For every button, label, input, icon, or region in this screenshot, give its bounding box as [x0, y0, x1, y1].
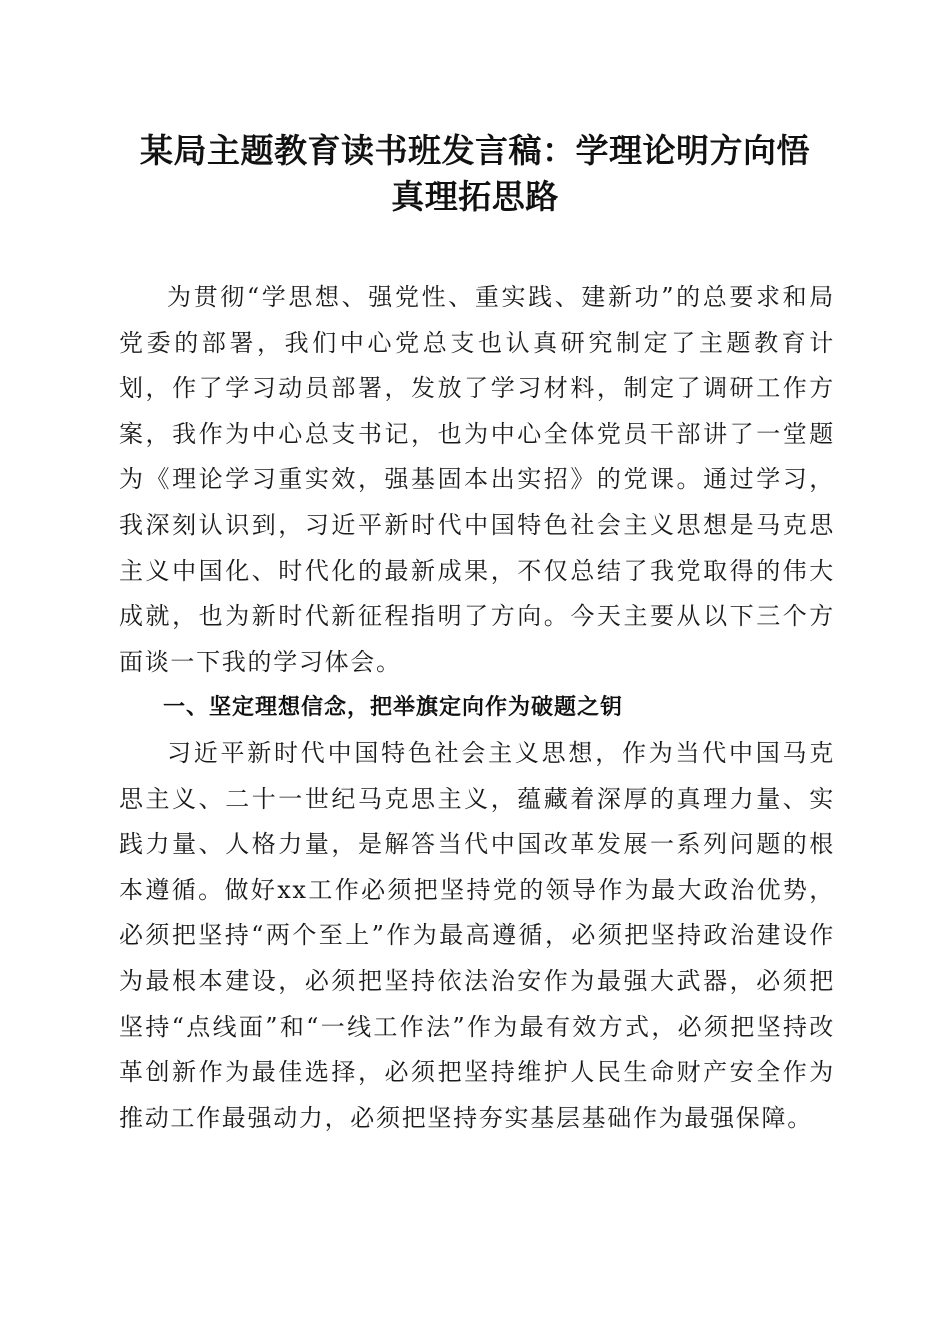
paragraph-intro: 为贯彻“学思想、强党性、重实践、建新功”的总要求和局党委的部署，我们中心党总支也认真研究制定了主题教育计划，作了学习动员部署，发放了学习材料，制定了调研工作方案，我作为中心总支书记，也为中心全体党员干部讲了一堂题为《理论学习重实效，强基固本出实招》的党课。通过学习，我深刻认识到，习近平新时代中国特色社会主义思想是马克思主义中国化、时代化的最新成果，不仅总结了我党取得的伟大成就，也为新时代新征程指明了方向。今天主要从以下三个方面谈一下我的学习体会。: [119, 283, 835, 676]
section-heading-1: 一、坚定理想信念，把举旗定向作为破题之钥: [163, 695, 624, 721]
document-body: [119, 275, 835, 1141]
paragraph-section-1: 习近平新时代中国特色社会主义思想，作为当代中国马克思主义、二十一世纪马克思主义，蕴藏着深厚的真理力量、实践力量、人格力量，是解答当代中国改革发展一系列问题的根本遵循。做好xx工作必须把坚持党的领导作为最大政治优势，必须把坚持“两个至上”作为最高遵循，必须把坚持政治建设作为最根本建设，必须把坚持依法治安作为最强大武器，必须把坚持“点线面”和“一线工作法”作为最有效方式，必须把坚持改革创新作为最佳选择，必须把坚持维护人民生命财产安全作为推动工作最强动力，必须把坚持夯实基层基础作为最强保障。: [119, 738, 835, 1132]
document-title: [110, 128, 840, 220]
title-line-2: 真理拓思路: [391, 177, 559, 216]
title-line-1: 某局主题教育读书班发言稿：学理论明方向悟: [140, 131, 810, 170]
